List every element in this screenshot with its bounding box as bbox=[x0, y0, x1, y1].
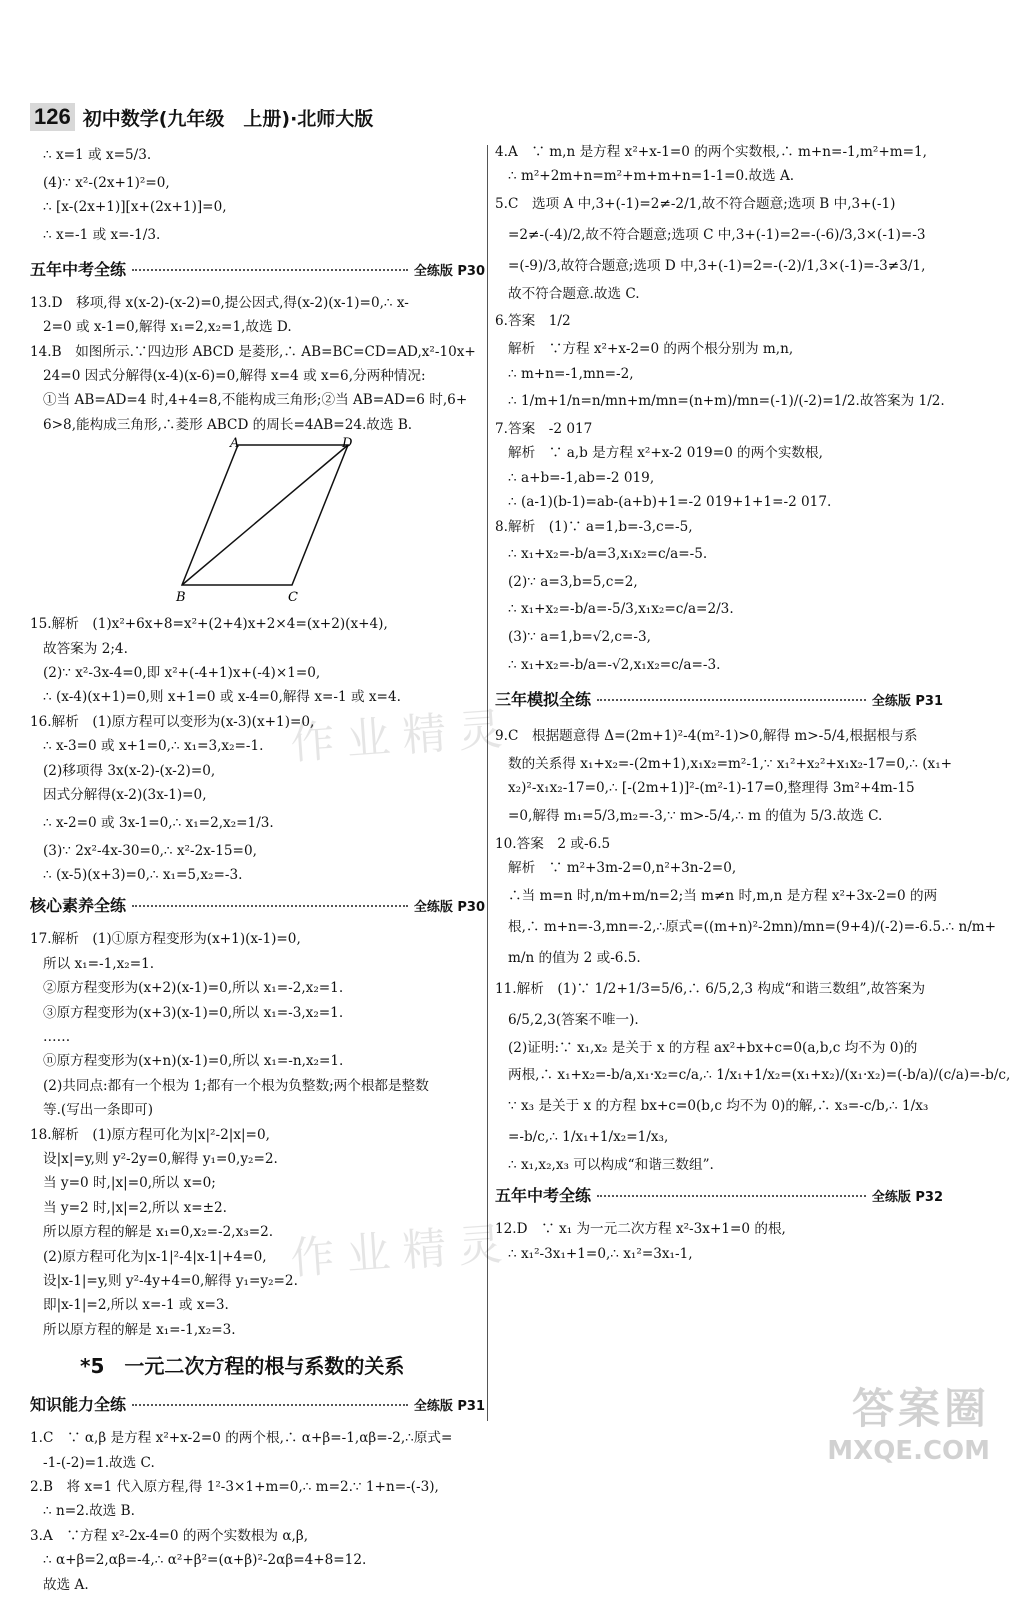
text-line: 1.C ∵ α,β 是方程 x²+x-2=0 的两个根,∴ α+β=-1,αβ=-2,∴原式= bbox=[30, 1430, 453, 1447]
section-ref: 全练版 P30 bbox=[413, 263, 485, 279]
text-line: 8.解析 (1)∵ a=1,b=-3,c=-5, bbox=[495, 518, 693, 535]
text-line: 设|x-1|=y,则 y²-4y+4=0,解得 y₁=y₂=2. bbox=[43, 1273, 298, 1289]
watermark: 作业精灵 bbox=[288, 1218, 516, 1285]
text-line: =(-9)/3,故符合题意;选项 D 中,3+(-1)=2=-(-2)/1,3×(-1)=-3≠3/1, bbox=[508, 257, 926, 274]
text-line: 9.C 根据题意得 Δ=(2m+1)²-4(m²-1)>0,解得 m>-5/4,根据根与系 bbox=[495, 727, 918, 744]
dotted-leader bbox=[597, 1195, 866, 1197]
text-line: ∴ x₁+x₂=-b/a=-√2,x₁x₂=c/a=-3. bbox=[508, 656, 721, 673]
section-ref: 全练版 P32 bbox=[871, 1190, 943, 1206]
text-line: 15.解析 (1)x²+6x+8=x²+(2+4)x+2×4=(x+2)(x+4), bbox=[30, 616, 388, 633]
stamp-url: MXQE.COM bbox=[827, 1436, 990, 1466]
text-line: 等.(写出一条即可) bbox=[43, 1102, 154, 1119]
text-line: 解析 ∵方程 x²+x-2=0 的两个根分别为 m,n, bbox=[508, 341, 794, 358]
text-line: 2.B 将 x=1 代入原方程,得 1²-3×1+m=0,∴ m=2.∵ 1+n=-(-3), bbox=[30, 1479, 439, 1496]
text-line: (2)移项得 3x(x-2)-(x-2)=0, bbox=[43, 762, 216, 779]
text-line: 当 y=2 时,|x|=2,所以 x=±2. bbox=[43, 1199, 227, 1216]
text-line: ∴ x₁+x₂=-b/a=3,x₁x₂=c/a=-5. bbox=[508, 546, 708, 563]
text-line: 因式分解得(x-2)(3x-1)=0, bbox=[43, 787, 207, 804]
text-line: ∴ x=-1 或 x=-1/3. bbox=[43, 226, 161, 243]
text-line: ∴ α+β=2,αβ=-4,∴ α²+β²=(α+β)²-2αβ=4+8=12. bbox=[43, 1552, 367, 1569]
section-heading bbox=[495, 1183, 943, 1213]
text-line: ⓝ原方程变形为(x+n)(x-1)=0,所以 x₁=-n,x₂=1. bbox=[43, 1053, 344, 1070]
site-stamp-logo bbox=[800, 1376, 990, 1466]
rhombus-diagram bbox=[30, 437, 485, 612]
text-line: 两根,∴ x₁+x₂=-b/a,x₁·x₂=c/a,∴ 1/x₁+1/x₂=(x₁+x₂)/(x₁·x₂)=(-b/a)/(c/a)=-b/c, bbox=[508, 1066, 1010, 1083]
text-line: ①当 AB=AD=4 时,4+4=8,不能构成三角形;②当 AB=AD=6 时,6+ bbox=[43, 392, 468, 409]
rhombus-figure bbox=[30, 437, 485, 612]
text-line: 设|x|=y,则 y²-2y=0,解得 y₁=0,y₂=2. bbox=[43, 1150, 278, 1167]
text-line: 13.D 移项,得 x(x-2)-(x-2)=0,提公因式,得(x-2)(x-1)=0,∴ x- bbox=[30, 294, 409, 311]
text-line: 18.解析 (1)原方程可化为|x|²-2|x|=0, bbox=[30, 1126, 270, 1143]
text-line: ∴ x₁,x₂,x₃ 可以构成“和谐三数组”. bbox=[508, 1156, 714, 1173]
section-title: 五年中考全练 bbox=[495, 1186, 592, 1206]
text-line: ∴当 m=n 时,n/m+m/n=2;当 m≠n 时,m,n 是方程 x²+3x-2=0 的两 bbox=[508, 887, 938, 904]
section-heading bbox=[30, 257, 485, 287]
text-line: ∴ m²+2m+n=m²+m+m+n=1-1=0.故选 A. bbox=[508, 168, 795, 185]
dotted-leader bbox=[597, 699, 866, 701]
text-line: 7.答案 -2 017 bbox=[495, 421, 593, 438]
text-line: 所以 x₁=-1,x₂=1. bbox=[43, 955, 155, 972]
vertex-label-b: B bbox=[176, 590, 186, 606]
page-number: 126 bbox=[30, 103, 75, 131]
vertex-label-d: D bbox=[342, 436, 353, 452]
text-line: ∴ (x-5)(x+3)=0,∴ x₁=5,x₂=-3. bbox=[43, 866, 243, 883]
text-line: ∴ x₁²-3x₁+1=0,∴ x₁²=3x₁-1, bbox=[508, 1245, 693, 1262]
text-line: ∴ x-3=0 或 x+1=0,∴ x₁=3,x₂=-1. bbox=[43, 738, 264, 755]
section-heading bbox=[30, 1392, 485, 1422]
text-line: 即|x-1|=2,所以 x=-1 或 x=3. bbox=[43, 1297, 229, 1314]
text-line: (4)∵ x²-(2x+1)²=0, bbox=[43, 175, 170, 191]
text-line: 解析 ∵ m²+3m-2=0,n²+3n-2=0, bbox=[508, 860, 737, 877]
text-line: =2≠-(-4)/2,故不符合题意;选项 C 中,3+(-1)=2=-(-6)/3,3×(-1)=-3 bbox=[508, 226, 926, 243]
section-heading bbox=[495, 687, 943, 717]
text-line: 5.C 选项 A 中,3+(-1)=2≠-2/1,故不符合题意;选项 B 中,3+(-1) bbox=[495, 195, 896, 212]
dotted-leader bbox=[132, 1404, 408, 1406]
text-line: 14.B 如图所示.∵四边形 ABCD 是菱形,∴ AB=BC=CD=AD,x²-10x+ bbox=[30, 343, 476, 360]
text-line: ∴ x=1 或 x=5/3. bbox=[43, 147, 152, 163]
text-line: 6>8,能构成三角形,∴菱形 ABCD 的周长=4AB=24.故选 B. bbox=[43, 416, 413, 433]
diagonal-bd bbox=[182, 445, 348, 585]
text-line: ∵ x₃ 是关于 x 的方程 bx+c=0(b,c 均不为 0)的解,∴ x₃=-c/b,∴ 1/x₃ bbox=[508, 1097, 929, 1114]
section-ref: 全练版 P31 bbox=[871, 693, 943, 709]
text-line: ∴ (a-1)(b-1)=ab-(a+b)+1=-2 019+1+1=-2 017. bbox=[508, 494, 832, 511]
text-line: =0,解得 m₁=5/3,m₂=-3,∵ m>-5/4,∴ m 的值为 5/3.故选 C. bbox=[508, 807, 883, 824]
text-line: 数的关系得 x₁+x₂=-(2m+1),x₁x₂=m²-1,∵ x₁²+x₂²+x₁x₂-17=0,∴ (x₁+ bbox=[508, 755, 953, 772]
text-line: 当 y=0 时,|x|=0,所以 x=0; bbox=[43, 1175, 216, 1192]
vertex-label-a: A bbox=[230, 436, 240, 452]
text-line: ∴ 1/m+1/n=n/mn+m/mn=(n+m)/mn=(-1)/(-2)=1/2.故答案为 1/2. bbox=[508, 393, 945, 410]
text-line: ③原方程变形为(x+3)(x-1)=0,所以 x₁=-3,x₂=1. bbox=[43, 1004, 344, 1021]
text-line: ∴ x-2=0 或 3x-1=0,∴ x₁=2,x₂=1/3. bbox=[43, 814, 274, 831]
right-column bbox=[495, 140, 1010, 1471]
text-line: 故答案为 2;4. bbox=[43, 640, 128, 657]
text-line: (2)共同点:都有一个根为 1;都有一个根为负整数;两个根都是整数 bbox=[43, 1077, 429, 1094]
text-line: 17.解析 (1)①原方程变形为(x+1)(x-1)=0, bbox=[30, 931, 301, 948]
dotted-leader bbox=[132, 905, 408, 907]
text-line: 所以原方程的解是 x₁=-1,x₂=3. bbox=[43, 1321, 236, 1338]
text-line: ∴ n=2.故选 B. bbox=[43, 1503, 135, 1520]
section-title: 三年模拟全练 bbox=[495, 689, 592, 709]
text-line: ∴ m+n=-1,mn=-2, bbox=[508, 365, 634, 382]
text-line: 24=0 因式分解得(x-4)(x-6)=0,解得 x=4 或 x=6,分两种情况: bbox=[43, 368, 426, 385]
section-ref: 全练版 P31 bbox=[413, 1399, 485, 1415]
text-line: ∴ a+b=-1,ab=-2 019, bbox=[508, 469, 655, 486]
section-heading bbox=[30, 893, 485, 923]
text-line: …… bbox=[43, 1028, 71, 1045]
text-line: (2)证明:∵ x₁,x₂ 是关于 x 的方程 ax²+bx+c=0(a,b,c 均不为 0)的 bbox=[508, 1039, 918, 1056]
section-title: 知识能力全练 bbox=[30, 1395, 127, 1415]
text-line: 12.D ∵ x₁ 为一元二次方程 x²-3x+1=0 的根, bbox=[495, 1221, 786, 1238]
text-line: 6.答案 1/2 bbox=[495, 313, 571, 330]
text-line: ∴ x₁+x₂=-b/a=-5/3,x₁x₂=c/a=2/3. bbox=[508, 601, 734, 618]
text-line: (3)∵ 2x²-4x-30=0,∴ x²-2x-15=0, bbox=[43, 842, 257, 859]
page-header bbox=[30, 102, 373, 132]
section-title: 核心素养全练 bbox=[30, 896, 127, 916]
text-line: x₂)²-x₁x₂-17=0,∴ [-(2m+1)]²-(m²-1)-17=0,整理得 3m²+4m-15 bbox=[508, 780, 915, 797]
text-line: (3)∵ a=1,b=√2,c=-3, bbox=[508, 629, 651, 646]
text-line: 10.答案 2 或-6.5 bbox=[495, 835, 611, 852]
text-line: ∴ [x-(2x+1)][x+(2x+1)]=0, bbox=[43, 199, 227, 216]
text-line: 根,∴ m+n=-3,mn=-2,∴原式=((m+n)²-2mn)/mn=(9+4)/(-2)=-6.5.∴ n/m+ bbox=[508, 918, 997, 935]
book-title: 初中数学(九年级 上册)·北师大版 bbox=[82, 107, 374, 130]
dotted-leader bbox=[132, 269, 408, 271]
text-line: 11.解析 (1)∵ 1/2+1/3=5/6,∴ 6/5,2,3 构成“和谐三数组”,故答案为 bbox=[495, 980, 926, 997]
text-line: ②原方程变形为(x+2)(x-1)=0,所以 x₁=-2,x₂=1. bbox=[43, 980, 344, 997]
text-line: 6/5,2,3(答案不唯一). bbox=[508, 1011, 639, 1028]
text-line: m/n 的值为 2 或-6.5. bbox=[508, 949, 641, 966]
text-line: 故不符合题意.故选 C. bbox=[508, 285, 640, 302]
text-line: 解析 ∵ a,b 是方程 x²+x-2 019=0 的两个实数根, bbox=[508, 445, 823, 462]
stamp-text: 答案圈 bbox=[851, 1384, 990, 1433]
text-line: (2)∵ a=3,b=5,c=2, bbox=[508, 574, 638, 591]
text-line: ∴ (x-4)(x+1)=0,则 x+1=0 或 x-4=0,解得 x=-1 或 x=4. bbox=[43, 689, 401, 706]
text-line: (2)∵ x²-3x-4=0,即 x²+(-4+1)x+(-4)×1=0, bbox=[43, 665, 321, 682]
watermark: 作业精灵 bbox=[288, 703, 516, 770]
section-title: 五年中考全练 bbox=[30, 259, 127, 279]
text-line: 16.解析 (1)原方程可以变形为(x-3)(x+1)=0, bbox=[30, 713, 315, 730]
text-line: -1-(-2)=1.故选 C. bbox=[43, 1454, 155, 1471]
vertex-label-c: C bbox=[288, 590, 298, 606]
text-line: =-b/c,∴ 1/x₁+1/x₂=1/x₃, bbox=[508, 1128, 669, 1145]
text-line: 3.A ∵方程 x²-2x-4=0 的两个实数根为 α,β, bbox=[30, 1527, 309, 1544]
section-ref: 全练版 P30 bbox=[413, 900, 485, 916]
text-line: (2)原方程可化为|x-1|²-4|x-1|+4=0, bbox=[43, 1248, 267, 1265]
text-line: 故选 A. bbox=[43, 1576, 89, 1593]
chapter-title: *5 一元二次方程的根与系数的关系 bbox=[80, 1354, 405, 1379]
text-line: 4.A ∵ m,n 是方程 x²+x-1=0 的两个实数根,∴ m+n=-1,m²+m=1, bbox=[495, 144, 927, 160]
text-line: 2=0 或 x-1=0,解得 x₁=2,x₂=1,故选 D. bbox=[43, 319, 292, 336]
text-line: 所以原方程的解是 x₁=0,x₂=-2,x₃=2. bbox=[43, 1224, 274, 1241]
